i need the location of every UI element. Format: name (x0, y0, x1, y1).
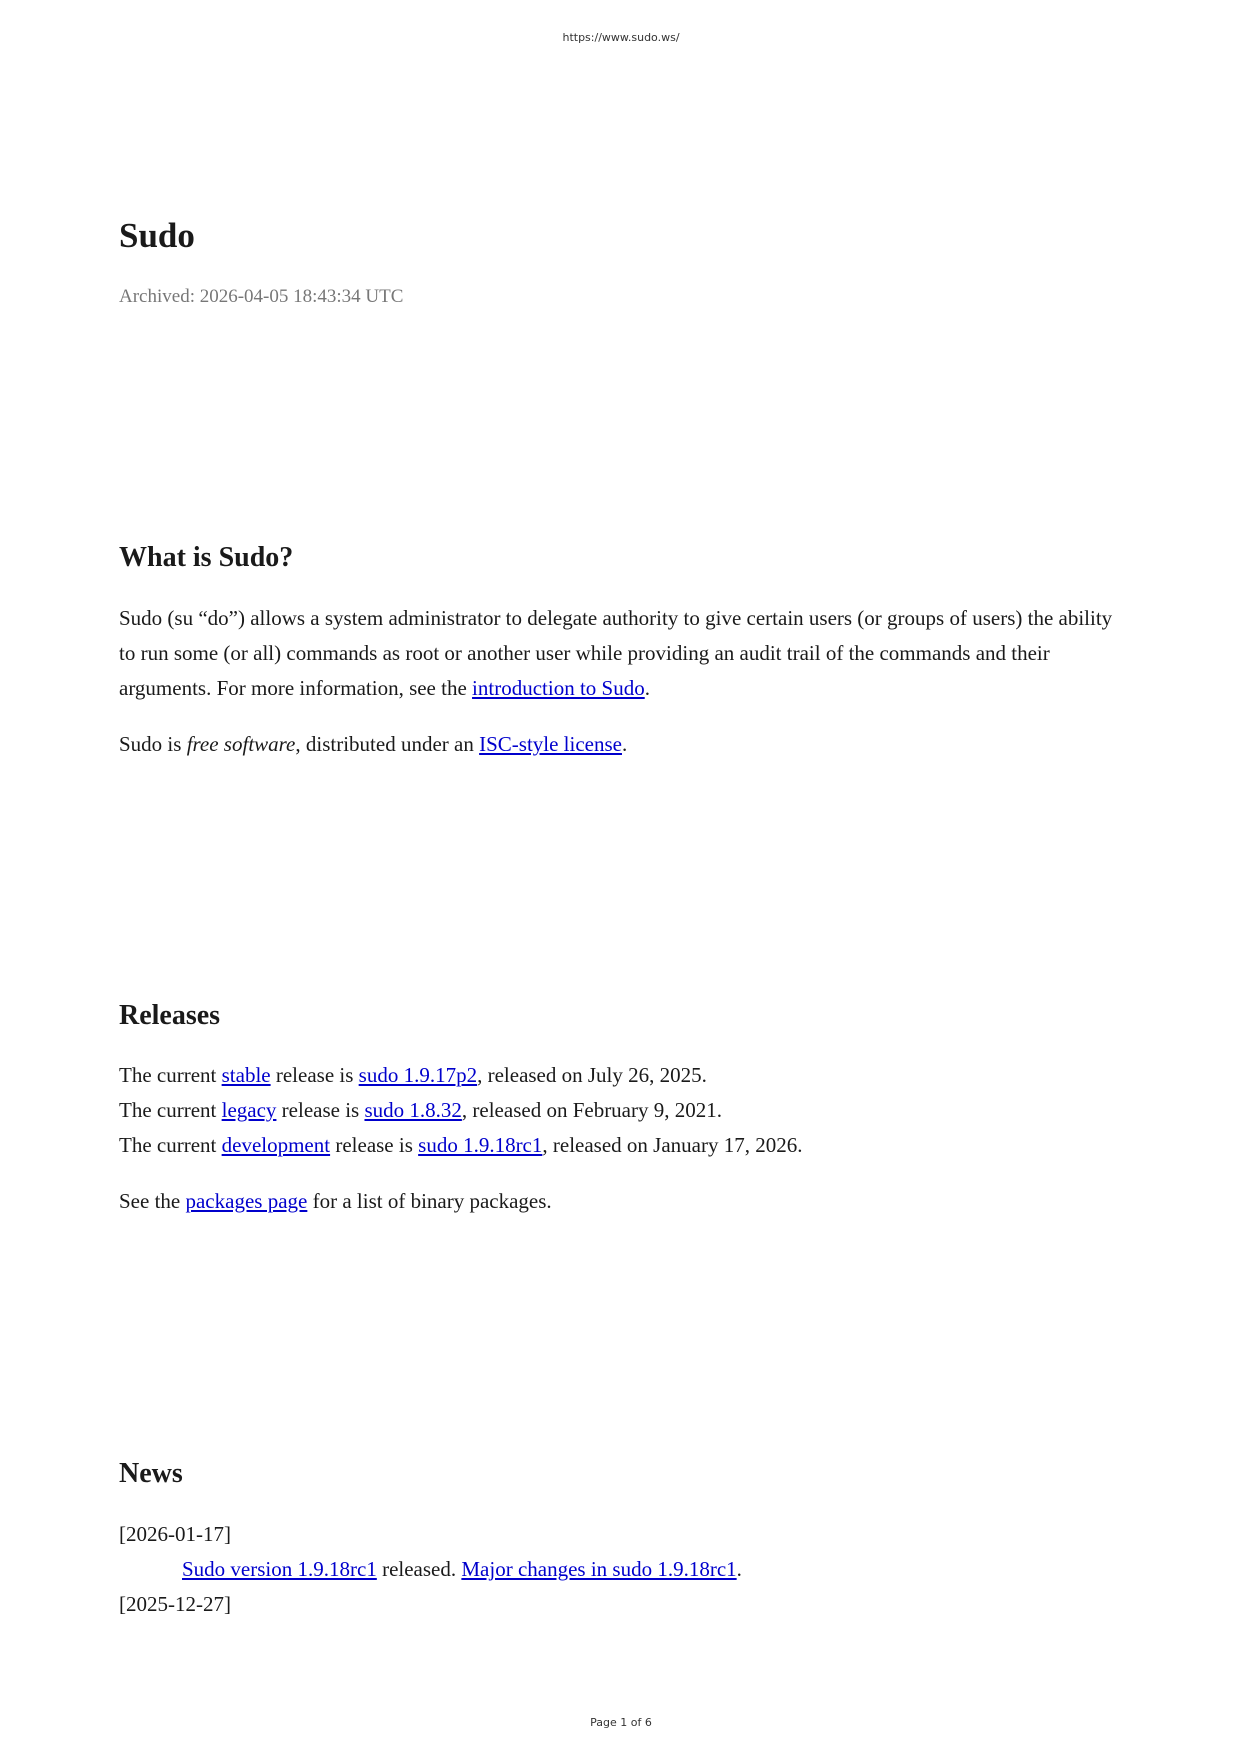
release-text: release is (276, 1098, 365, 1122)
license-pre: Sudo is (119, 732, 187, 756)
release-text: The current (119, 1098, 222, 1122)
release-text: release is (270, 1063, 359, 1087)
news-text: . (736, 1557, 742, 1581)
free-software-emphasis: free software (186, 732, 296, 756)
release-line-stable (119, 1058, 1129, 1093)
what-is-sudo-section (119, 601, 1129, 762)
introduction-link[interactable]: introduction to Sudo (472, 676, 645, 700)
intro-end: . (644, 676, 650, 700)
news-heading: News (119, 1458, 183, 1489)
release-date-text: , released on January 17, 2026. (542, 1133, 803, 1157)
news-date: [2025-12-27] (119, 1592, 231, 1616)
page-title: Sudo (119, 216, 195, 255)
news-release-link[interactable]: Sudo version 1.9.18rc1 (182, 1557, 377, 1581)
page-url: https://www.sudo.ws/ (562, 31, 680, 44)
releases-section (119, 1058, 1129, 1219)
isc-license-link[interactable]: ISC-style license (479, 732, 622, 756)
license-paragraph (119, 727, 1129, 762)
intro-text: Sudo (su “do”) allows a system administrator to delegate authority to give certain users (or groups of users) the ability to run some (or all) commands as root or another user while providing an audit trail of the commands and their arguments. For more information, see the (119, 606, 1113, 700)
release-text: release is (330, 1133, 419, 1157)
stable-link[interactable]: stable (221, 1063, 271, 1087)
release-line-development (119, 1128, 1129, 1163)
release-text: The current (119, 1133, 222, 1157)
releases-heading: Releases (119, 1000, 221, 1031)
news-description (119, 1552, 1129, 1587)
legacy-link[interactable]: legacy (221, 1098, 277, 1122)
packages-pre: See the (119, 1189, 186, 1213)
release-line-legacy (119, 1093, 1129, 1128)
news-changes-link[interactable]: Major changes in sudo 1.9.18rc1 (461, 1557, 737, 1581)
news-date: [2026-01-17] (119, 1522, 231, 1546)
page-number: Page 1 of 6 (590, 1716, 652, 1729)
intro-paragraph (119, 601, 1129, 706)
license-end: . (621, 732, 628, 756)
stable-version-link[interactable]: sudo 1.9.17p2 (358, 1063, 478, 1087)
packages-post: for a list of binary packages. (307, 1189, 552, 1213)
release-text: The current (119, 1063, 222, 1087)
legacy-version-link[interactable]: sudo 1.8.32 (364, 1098, 462, 1122)
news-text: released. (376, 1557, 462, 1581)
news-section (119, 1517, 1129, 1622)
release-date-text: , released on July 26, 2025. (477, 1063, 707, 1087)
development-version-link[interactable]: sudo 1.9.18rc1 (418, 1133, 543, 1157)
what-is-sudo-heading: What is Sudo? (119, 542, 294, 573)
packages-paragraph (119, 1184, 1129, 1219)
release-date-text: , released on February 9, 2021. (461, 1098, 722, 1122)
archived-timestamp: Archived: 2026-04-05 18:43:34 UTC (119, 286, 404, 307)
license-mid: , distributed under an (295, 732, 480, 756)
packages-page-link[interactable]: packages page (185, 1189, 308, 1213)
development-link[interactable]: development (221, 1133, 331, 1157)
